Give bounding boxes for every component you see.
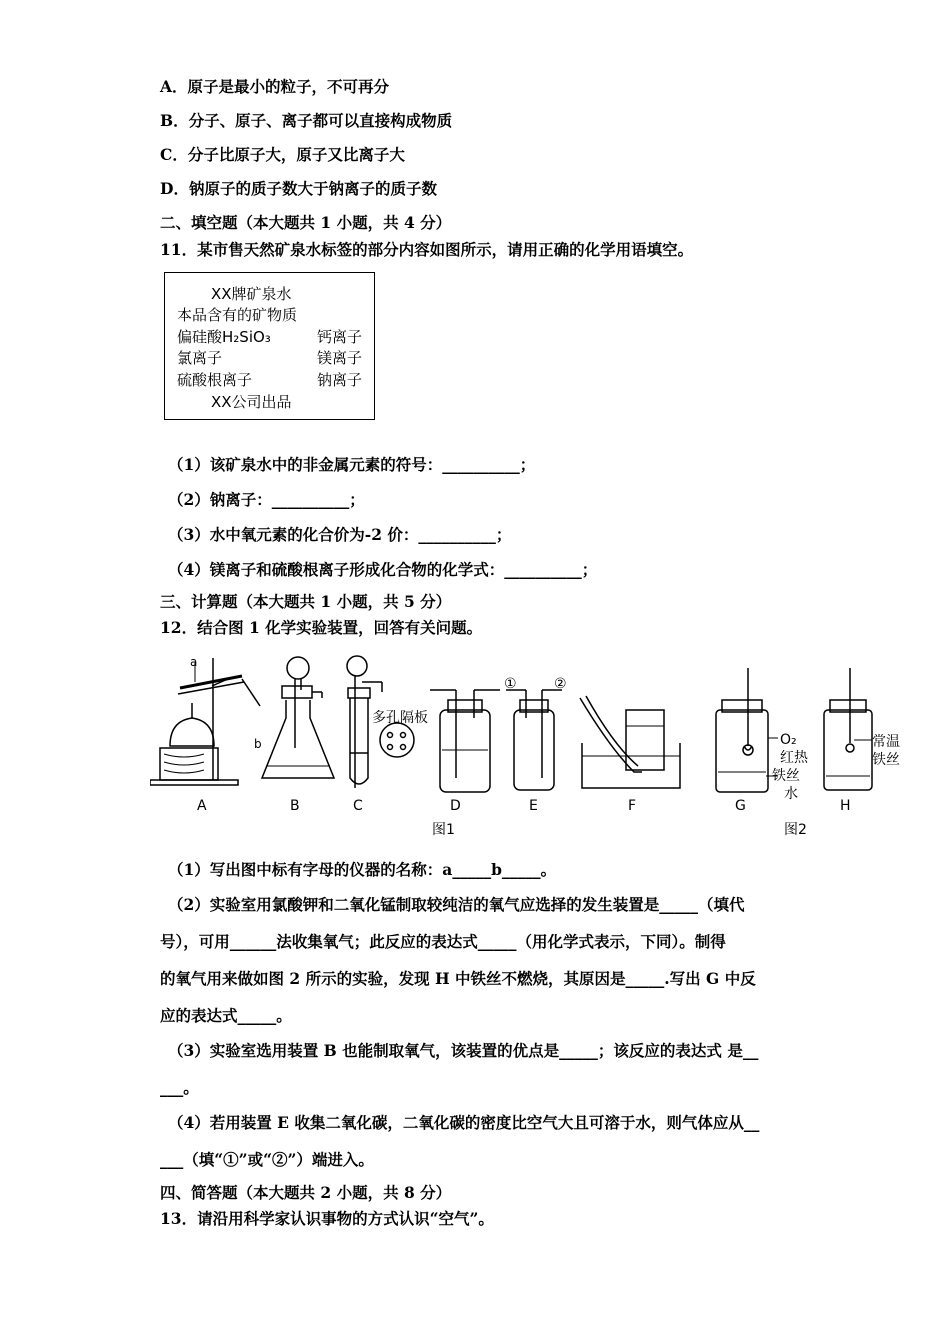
q12-line2: （2）实验室用氯酸钾和二氧化锰制取较纯洁的氧气应选择的发生装置是_____（填代	[168, 895, 745, 914]
letter-f: F	[628, 798, 637, 814]
g-wire: 铁丝	[772, 768, 800, 784]
letter-e: E	[529, 798, 538, 814]
port-2: ②	[554, 676, 567, 692]
question-13: 13．请沿用科学家认识事物的方式认识“空气”。	[160, 1209, 494, 1228]
apparatus-h	[824, 668, 872, 790]
option-b: B．分子、原子、离子都可以直接构成物质	[160, 111, 453, 130]
label-row1-right: 钙离子	[317, 328, 363, 346]
section2-header: 二、填空题（本大题共 1 小题，共 4 分）	[160, 213, 452, 232]
g-water: 水	[784, 786, 798, 802]
q12-line9: ___（填“①”或“②”）端进入。	[160, 1150, 374, 1169]
letter-g: G	[735, 798, 746, 814]
port-1: ①	[504, 676, 517, 692]
option-d: D．钠原子的质子数大于钠离子的质子数	[160, 179, 437, 198]
label-subtitle: 本品含有的矿物质	[177, 306, 298, 324]
q11-sub1: （1）该矿泉水中的非金属元素的符号：__________；	[168, 455, 536, 474]
letter-c: C	[353, 798, 363, 814]
q12-line8: （4）若用装置 E 收集二氧化碳，二氧化碳的密度比空气大且可溶于水，则气体应从__	[168, 1113, 760, 1132]
mineral-water-label	[164, 272, 375, 420]
apparatus-d	[430, 690, 500, 792]
letter-h: H	[840, 798, 851, 814]
q11-sub3: （3）水中氧元素的化合价为-2 价：__________；	[168, 525, 512, 544]
apparatus-b	[262, 657, 334, 778]
porous-plate-label: 多孔隔板	[372, 710, 428, 726]
h-room: 常温	[872, 734, 900, 750]
fig2-caption: 图2	[784, 822, 807, 838]
option-c: C．分子比原子大，原子又比离子大	[160, 145, 405, 164]
apparatus-f	[580, 696, 680, 788]
g-hot: 红热	[780, 750, 808, 766]
q12-line4: 的氧气用来做如图 2 所示的实验，发现 H 中铁丝不燃烧，其原因是_____.写出 G 中反	[160, 969, 756, 988]
label-row1-left: 偏硅酸H₂SiO₃	[177, 328, 271, 346]
q12-line5: 应的表达式_____。	[160, 1006, 292, 1025]
letter-b: B	[290, 798, 300, 814]
apparatus-a	[150, 658, 260, 785]
label-footer: XX公司出品	[211, 393, 292, 411]
q12-line1: （1）写出图中标有字母的仪器的名称：a_____b_____。	[168, 860, 557, 879]
h-iron: 铁丝	[872, 752, 900, 768]
q12-line3: 号），可用______法收集氧气；此反应的表达式_____（用化学式表示，下同）。制得	[160, 932, 726, 951]
g-oxygen: O₂	[780, 732, 797, 748]
q11-sub2: （2）钠离子：__________；	[168, 490, 365, 509]
q12-line7: ___。	[160, 1078, 199, 1097]
section4-header: 四、简答题（本大题共 2 小题，共 8 分）	[160, 1183, 452, 1202]
apparatus-g	[716, 668, 778, 792]
question-12: 12．结合图 1 化学实验装置，回答有关问题。	[160, 618, 483, 637]
option-a: A．原子是最小的粒子，不可再分	[160, 77, 390, 96]
apparatus-figure	[150, 648, 920, 848]
section3-header: 三、计算题（本大题共 1 小题，共 5 分）	[160, 592, 452, 611]
mark-a: a	[190, 655, 198, 669]
label-row3-left: 硫酸根离子	[177, 371, 253, 389]
apparatus-e	[506, 690, 562, 790]
label-row2-right: 镁离子	[317, 349, 363, 367]
q11-sub4: （4）镁离子和硫酸根离子形成化合物的化学式：__________；	[168, 560, 598, 579]
fig1-caption: 图1	[432, 822, 455, 838]
letter-d: D	[450, 798, 461, 814]
mark-b: b	[254, 737, 262, 751]
q12-line6: （3）实验室选用装置 B 也能制取氧气，该装置的优点是_____；该反应的表达式 是__	[168, 1041, 759, 1060]
label-row2-left: 氯离子	[177, 349, 223, 367]
label-title: XX牌矿泉水	[211, 285, 292, 303]
question-11: 11．某市售天然矿泉水标签的部分内容如图所示，请用正确的化学用语填空。	[160, 240, 694, 259]
letter-a: A	[197, 798, 207, 814]
label-row3-right: 钠离子	[317, 371, 363, 389]
